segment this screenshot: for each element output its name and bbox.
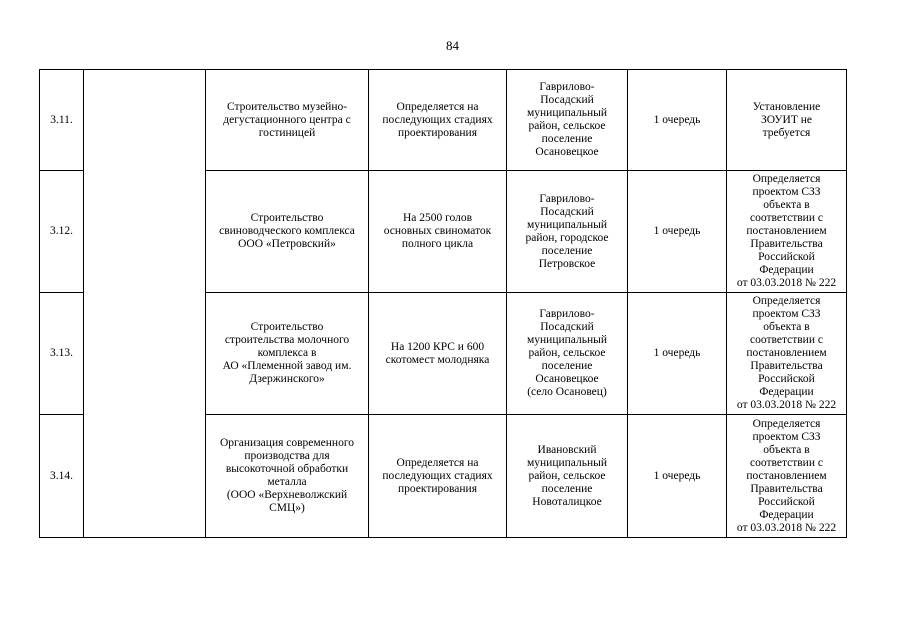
row-number: 3.14. xyxy=(40,415,84,538)
row-number: 3.11. xyxy=(40,70,84,171)
object-name: Строительство строительства молочного комплекса в АО «Племенной завод им. Дзержинского» xyxy=(206,293,369,415)
object-location: Гаврилово- Посадский муниципальный район, городское поселение Петровское xyxy=(507,171,628,293)
object-stage: 1 очередь xyxy=(628,293,727,415)
table-row xyxy=(40,70,847,171)
object-zone: Определяется проектом СЗЗ объекта в соответствии с постановлением Правительства Российской Федерации от 03.03.2018 № 222 xyxy=(727,171,847,293)
object-capacity: Определяется на последующих стадиях проектирования xyxy=(369,415,507,538)
object-location: Ивановский муниципальный район, сельское поселение Новоталицкое xyxy=(507,415,628,538)
object-capacity: На 2500 голов основных свиноматок полного цикла xyxy=(369,171,507,293)
object-capacity: На 1200 КРС и 600 скотомест молодняка xyxy=(369,293,507,415)
row-number: 3.13. xyxy=(40,293,84,415)
object-stage: 1 очередь xyxy=(628,70,727,171)
object-location: Гаврилово- Посадский муниципальный район, сельское поселение Осановецкое (село Осановец) xyxy=(507,293,628,415)
object-name: Строительство свиноводческого комплекса ООО «Петровский» xyxy=(206,171,369,293)
object-zone: Установление ЗОУИТ не требуется xyxy=(727,70,847,171)
merged-empty-cell xyxy=(84,70,206,538)
object-name: Строительство музейно- дегустационного центра с гостиницей xyxy=(206,70,369,171)
object-stage: 1 очередь xyxy=(628,171,727,293)
row-number: 3.12. xyxy=(40,171,84,293)
object-zone: Определяется проектом СЗЗ объекта в соответствии с постановлением Правительства Российской Федерации от 03.03.2018 № 222 xyxy=(727,415,847,538)
object-zone: Определяется проектом СЗЗ объекта в соответствии с постановлением Правительства Российской Федерации от 03.03.2018 № 222 xyxy=(727,293,847,415)
object-name: Организация современного производства для высокоточной обработки металла (ООО «Верхневолжский СМЦ») xyxy=(206,415,369,538)
objects-table xyxy=(39,69,847,538)
object-location: Гаврилово- Посадский муниципальный район, сельское поселение Осановецкое xyxy=(507,70,628,171)
object-stage: 1 очередь xyxy=(628,415,727,538)
page-number: 84 xyxy=(446,38,459,53)
object-capacity: Определяется на последующих стадиях проектирования xyxy=(369,70,507,171)
